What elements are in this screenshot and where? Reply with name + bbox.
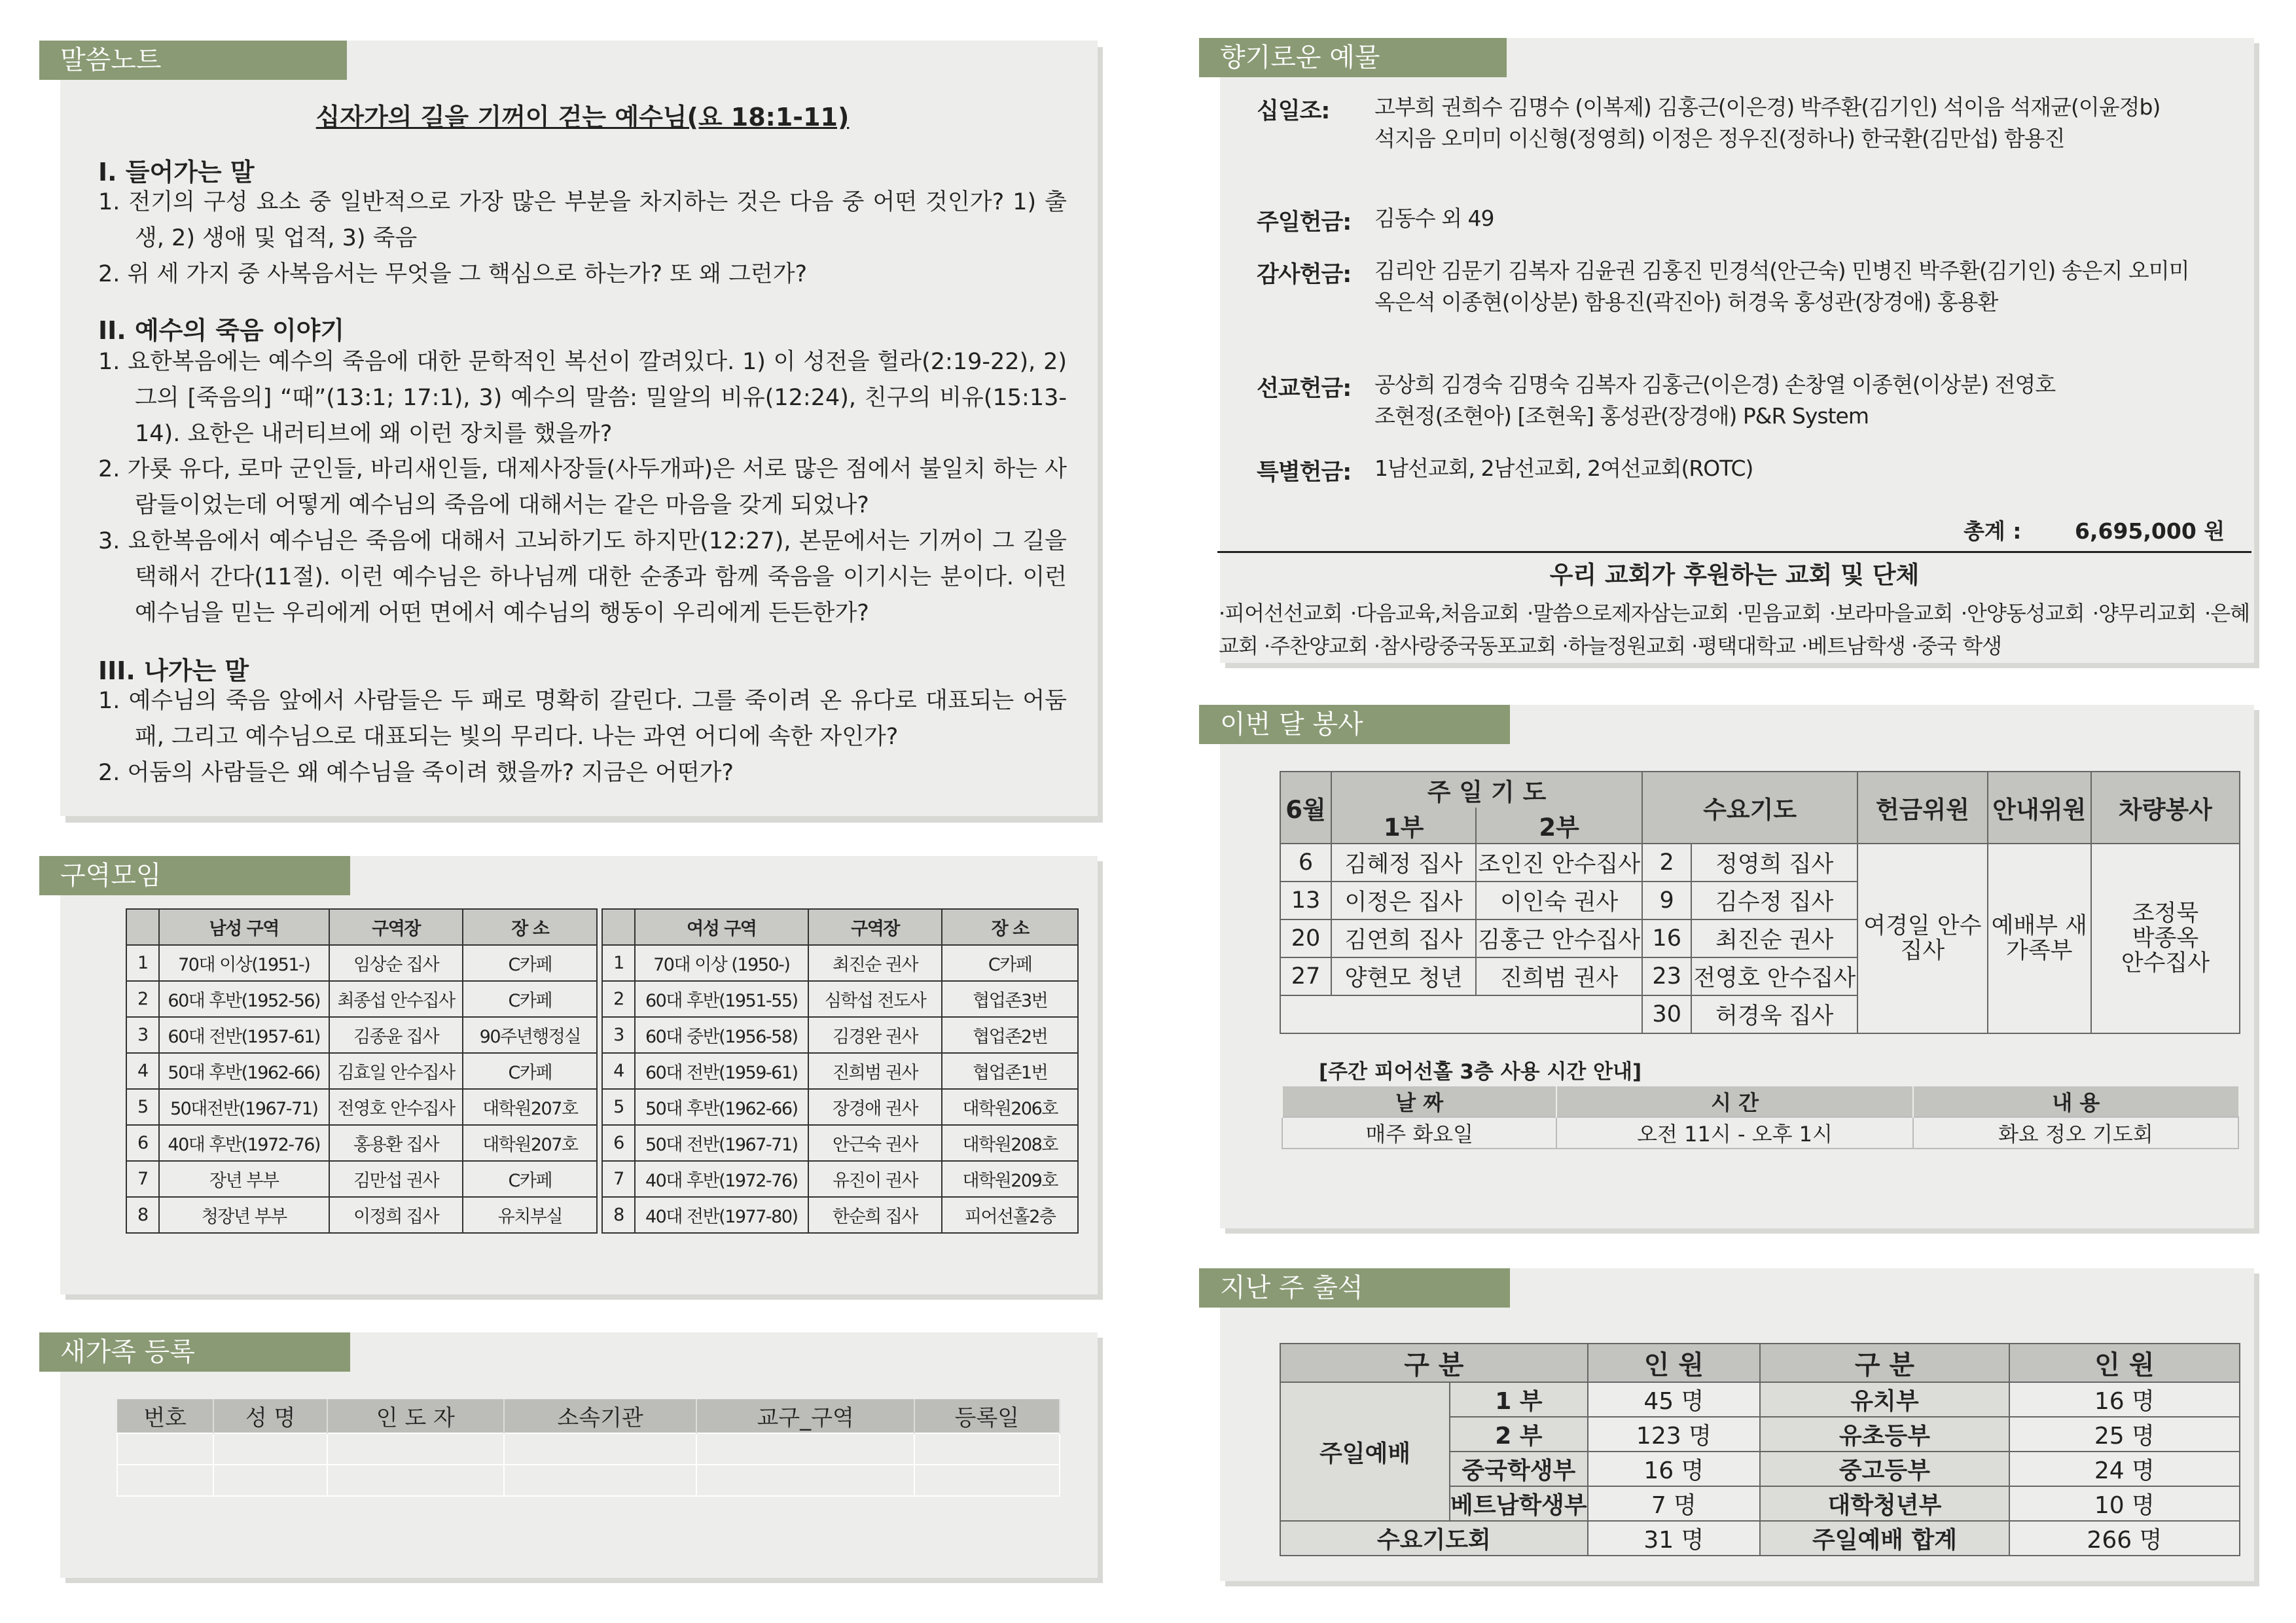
attendance-group: 유초등부	[1760, 1417, 2009, 1452]
district-cell: 2	[126, 981, 159, 1017]
special-label: 특별헌금:	[1257, 459, 1352, 486]
mission-names: 공상희 김경숙 김명숙 김복자 김홍근(이은경) 손창열 이종현(이상분) 전영호	[1374, 372, 2056, 397]
district-cell: 피어선홀2층	[942, 1197, 1078, 1233]
district-row	[126, 1125, 1078, 1161]
attendance-count: 123 명	[1588, 1417, 1760, 1452]
service-part1-name: 김연희 집사	[1331, 919, 1476, 957]
district-cell: 7	[602, 1161, 635, 1197]
district-cell: 60대 전반(1957-61)	[159, 1017, 329, 1053]
sermon-section-tab: 말씀노트	[39, 41, 347, 80]
service-header-row	[1280, 772, 2240, 808]
attendance-count: 7 명	[1588, 1486, 1760, 1521]
district-row	[126, 1197, 1078, 1233]
sermon-question: 2. 가룟 유다, 로마 군인들, 바리새인들, 대제사장들(사두개파)은 서로 많은 점에서 불일치 하는 사람들이었는데 어떻게 예수님의 죽음에 대해서는 같은 마음을 갖게 되었나?	[98, 456, 1067, 518]
district-cell: 5	[126, 1089, 159, 1125]
service-body	[1280, 844, 2240, 1033]
supported-churches-list: ·피어선선교회 ·다음교육,처음교회 ·말씀으로제자삼는교회 ·믿음교회 ·보라마을교회 ·안양동성교회 ·양무리교회 ·은혜교회 ·주찬양교회 ·참사랑중국동포교회 ·하늘정원교회 ·평택대학교 ·베트남학생 ·중국 학생	[1219, 601, 2250, 658]
district-header-row	[126, 909, 1078, 945]
attendance-group: 대학청년부	[1760, 1486, 2009, 1521]
sermon-question: 1. 전기의 구성 요소 중 일반적으로 가장 많은 부분을 차지하는 것은 다음 중 어떤 것인가? 1) 출생, 2) 생애 및 업적, 3) 죽음	[98, 189, 1067, 251]
service-sunday-date: 20	[1280, 919, 1331, 957]
service-wednesday-name: 허경욱 집사	[1691, 995, 1857, 1033]
attendance-count-header: 인 원	[1588, 1344, 1760, 1382]
attendance-count: 16 명	[2009, 1382, 2240, 1417]
registration-header: 등록일	[914, 1399, 1060, 1433]
district-cell: 4	[602, 1053, 635, 1089]
wednesday-prayer-count: 31 명	[1588, 1521, 1760, 1556]
district-cell: 70대 이상 (1950-)	[635, 945, 808, 981]
service-part2-name: 이인숙 권사	[1476, 882, 1642, 919]
district-cell: 이정희 집사	[329, 1197, 463, 1233]
district-cell: 한순희 집사	[808, 1197, 942, 1233]
district-cell: 60대 중반(1956-58)	[635, 1017, 808, 1053]
district-cell: 전영호 안수집사	[329, 1089, 463, 1125]
service-wednesday-name: 정영희 집사	[1691, 844, 1857, 882]
part2-header: 2부	[1476, 808, 1642, 844]
district-cell: 60대 후반(1952-56)	[159, 981, 329, 1017]
attendance-body	[1280, 1382, 2240, 1556]
attendance-count: 25 명	[2009, 1417, 2240, 1452]
district-cell: 60대 전반(1959-61)	[635, 1053, 808, 1089]
total-value: 6,695,000 원	[2075, 518, 2225, 544]
registration-header: 번호	[117, 1399, 213, 1433]
sermon-title: 십자가의 길을 기꺼이 걷는 예수님(요 18:1-11)	[315, 103, 850, 132]
district-row	[126, 1053, 1078, 1089]
district-cell: 협업존1번	[942, 1053, 1078, 1089]
service-part2-name: 조인진 안수집사	[1476, 844, 1642, 882]
district-cell: 최종섭 안수집사	[329, 981, 463, 1017]
service-sunday-date: 27	[1280, 957, 1331, 995]
district-header: 장 소	[942, 909, 1078, 945]
service-month: 6월	[1280, 772, 1331, 844]
district-header: 여성 구역	[635, 909, 808, 945]
district-section-tab: 구역모임	[39, 856, 350, 895]
part1-header: 1부	[1331, 808, 1476, 844]
service-wednesday-date: 9	[1642, 882, 1691, 919]
divider	[1217, 551, 2251, 553]
district-header: 구역장	[808, 909, 942, 945]
attendance-group: 중국학생부	[1450, 1452, 1588, 1486]
district-cell: C카페	[463, 945, 597, 981]
district-cell: 대학원207호	[463, 1125, 597, 1161]
attendance-table	[1280, 1343, 2240, 1556]
district-cell: 3	[602, 1017, 635, 1053]
district-row	[126, 1089, 1078, 1125]
district-cell: 최진순 권사	[808, 945, 942, 981]
service-row	[1280, 844, 2240, 882]
district-cell: C카페	[942, 945, 1078, 981]
district-cell: 협업존3번	[942, 981, 1078, 1017]
sermon-question: 2. 위 세 가지 중 사복음서는 무엇을 그 핵심으로 하는가? 또 왜 그런가?	[98, 261, 808, 287]
hall-content: 화요 정오 기도회	[1913, 1117, 2238, 1149]
district-cell: 8	[126, 1197, 159, 1233]
registration-empty-row	[117, 1465, 1060, 1496]
service-part1-name: 이정은 집사	[1331, 882, 1476, 919]
district-cell: 장경애 권사	[808, 1089, 942, 1125]
sunday-prayer-header: 주 일 기 도	[1331, 772, 1642, 808]
hall-day: 매주 화요일	[1282, 1117, 1556, 1149]
wednesday-prayer-label: 수요기도회	[1280, 1521, 1588, 1556]
tithe-names: 석지음 오미미 이신형(정영희) 이정은 정우진(정하나) 한국환(김만섭) 함용진	[1374, 126, 2065, 151]
district-cell: 2	[602, 981, 635, 1017]
weekly-names: 김동수 외 49	[1374, 205, 1494, 231]
district-cell: 김경완 권사	[808, 1017, 942, 1053]
attendance-count: 16 명	[1588, 1452, 1760, 1486]
district-header: 남성 구역	[159, 909, 329, 945]
registration-table	[117, 1399, 1060, 1497]
district-row	[126, 981, 1078, 1017]
attendance-header-row	[1280, 1344, 2240, 1382]
registration-header: 인 도 자	[327, 1399, 504, 1433]
district-cell: 3	[126, 1017, 159, 1053]
service-wednesday-name: 김수정 집사	[1691, 882, 1857, 919]
parking-names: 조정묵 박종옥 안수집사	[2091, 844, 2240, 1033]
service-wednesday-date: 16	[1642, 919, 1691, 957]
supported-churches-title: 우리 교회가 후원하는 교회 및 단체	[1549, 561, 1920, 589]
district-cell: 심학섭 전도사	[808, 981, 942, 1017]
district-cell: 김종윤 집사	[329, 1017, 463, 1053]
district-cell: 60대 후반(1951-55)	[635, 981, 808, 1017]
sermon-heading-3: III. 나가는 말	[98, 656, 249, 685]
attendance-count: 45 명	[1588, 1382, 1760, 1417]
district-cell: 대학원209호	[942, 1161, 1078, 1197]
district-cell: 임상순 집사	[329, 945, 463, 981]
sermon-question: 1. 예수님의 죽음 앞에서 사람들은 두 패로 명확히 갈린다. 그를 죽이려 온 유다로 대표되는 어둠 패, 그리고 예수님으로 대표되는 빛의 무리다. 나는 과연 어디에 속한 자인가?	[98, 688, 1067, 750]
district-cell: 협업존2번	[942, 1017, 1078, 1053]
service-part1-name: 김혜정 집사	[1331, 844, 1476, 882]
district-row	[126, 1161, 1078, 1197]
attendance-group: 베트남학생부	[1450, 1486, 1588, 1521]
district-cell: 청장년 부부	[159, 1197, 329, 1233]
district-cell: 대학원206호	[942, 1089, 1078, 1125]
sermon-question: 3. 요한복음에서 예수님은 죽음에 대해서 고뇌하기도 하지만(12:27), 본문에서는 기꺼이 그 길을 택해서 간다(11절). 이런 예수님은 하나님께 대한 순종과 함께 죽음을 이기시는 분이다. 이런 예수님을 믿는 우리에게 어떤 면에서 예수님의 행동이 우리에게 든든한가?	[98, 528, 1067, 626]
service-part1-name: 양현모 청년	[1331, 957, 1476, 995]
district-cell: 50대 전반(1967-71)	[635, 1125, 808, 1161]
tithe-label: 십일조:	[1257, 98, 1330, 124]
district-cell: 90주년행정실	[463, 1017, 597, 1053]
hall-header: 날 짜	[1282, 1086, 1556, 1117]
district-cell: 5	[602, 1089, 635, 1125]
district-cell: 대학원207호	[463, 1089, 597, 1125]
service-part2-name: 김홍근 안수집사	[1476, 919, 1642, 957]
offering-committee-names: 여경일 안수집사	[1857, 844, 1988, 1033]
district-cell: 4	[126, 1053, 159, 1089]
district-cell: 8	[602, 1197, 635, 1233]
district-cell: 50대전반(1967-71)	[159, 1089, 329, 1125]
district-cell: 유치부실	[463, 1197, 597, 1233]
sunday-service-label: 주일예배	[1280, 1382, 1450, 1521]
registration-section-tab: 새가족 등록	[39, 1332, 350, 1372]
district-cell: 40대 전반(1977-80)	[635, 1197, 808, 1233]
hall-header-row	[1282, 1086, 2238, 1117]
attendance-group: 중고등부	[1760, 1452, 2009, 1486]
registration-empty-row	[117, 1433, 1060, 1465]
thanks-names: 김리안 김문기 김복자 김윤권 김홍진 민경석(안근숙) 민병진 박주환(김기인) 송은지 오미미	[1374, 258, 2189, 283]
district-table	[126, 908, 1079, 1234]
attendance-count: 24 명	[2009, 1452, 2240, 1486]
service-sunday-date: 13	[1280, 882, 1331, 919]
mission-label: 선교헌금:	[1257, 376, 1352, 402]
registration-header: 소속기관	[504, 1399, 697, 1433]
district-cell: 6	[602, 1125, 635, 1161]
mission-names: 조현정(조현아) [조현욱] 홍성관(장경애) P&R System	[1374, 403, 1869, 429]
registration-header-row	[117, 1399, 1060, 1433]
wednesday-prayer-header: 수요기도	[1642, 772, 1857, 844]
registration-header: 교구_구역	[696, 1399, 914, 1433]
sermon-heading-2: II. 예수의 죽음 이야기	[98, 316, 345, 345]
service-wednesday-date: 30	[1642, 995, 1691, 1033]
attendance-row	[1280, 1382, 2240, 1417]
total-label: 총계 :	[1964, 518, 2022, 544]
service-wednesday-date: 23	[1642, 957, 1691, 995]
sunday-total-label: 주일예배 합계	[1760, 1521, 2009, 1556]
service-wednesday-date: 2	[1642, 844, 1691, 882]
special-names: 1남선교회, 2남선교회, 2여선교회(ROTC)	[1374, 455, 1753, 481]
sermon-heading-1: I. 들어가는 말	[98, 158, 255, 187]
registration-header: 성 명	[213, 1399, 327, 1433]
hall-table	[1282, 1086, 2239, 1149]
district-cell: 대학원208호	[942, 1125, 1078, 1161]
district-row	[126, 945, 1078, 981]
service-table	[1280, 771, 2240, 1034]
district-cell: 김효일 안수집사	[329, 1053, 463, 1089]
district-cell: 40대 후반(1972-76)	[159, 1125, 329, 1161]
thanks-label: 감사헌금:	[1257, 262, 1352, 288]
district-cell: 1	[126, 945, 159, 981]
district-cell: C카페	[463, 1161, 597, 1197]
thanks-names: 옥은석 이종현(이상분) 함용진(곽진아) 허경욱 홍성관(장경애) 홍용환	[1374, 289, 1998, 315]
district-cell: 진희범 권사	[808, 1053, 942, 1089]
tithe-names: 고부희 권희수 김명수 (이복제) 김홍근(이은경) 박주환(김기인) 석이음 석재균(이윤정b)	[1374, 94, 2161, 120]
sermon-question: 2. 어둠의 사람들은 왜 예수님을 죽이려 했을까? 지금은 어떤가?	[98, 760, 734, 786]
hall-header: 내 용	[1913, 1086, 2238, 1117]
attendance-group: 2 부	[1450, 1417, 1588, 1452]
offering-committee-header: 헌금위원	[1857, 772, 1988, 844]
attendance-group: 1 부	[1450, 1382, 1588, 1417]
hall-notice-title: [주간 피어선홀 3층 사용 시간 안내]	[1319, 1060, 1642, 1084]
district-cell: 7	[126, 1161, 159, 1197]
parking-header: 차량봉사	[2091, 772, 2240, 844]
sermon-question: 1. 요한복음에는 예수의 죽음에 대한 문학적인 복선이 깔려있다. 1) 이 성전을 헐라(2:19-22), 2) 그의 [죽음의] “때”(13:1; 17:1), 3) 예수의 말씀: 밀알의 비유(12:24), 친구의 비유(15:13-14). 요한은 내러티브에 왜 이런 장치를 했을까?	[98, 349, 1067, 447]
service-part2-name: 진희범 권사	[1476, 957, 1642, 995]
district-cell: 1	[602, 945, 635, 981]
offerings-section-tab: 향기로운 예물	[1199, 38, 1507, 77]
district-cell: 6	[126, 1125, 159, 1161]
district-cell: 70대 이상(1951-)	[159, 945, 329, 981]
service-wednesday-name: 최진순 권사	[1691, 919, 1857, 957]
attendance-section-tab: 지난 주 출석	[1199, 1268, 1510, 1308]
district-cell: 안근숙 권사	[808, 1125, 942, 1161]
district-body	[126, 945, 1078, 1233]
attendance-count: 10 명	[2009, 1486, 2240, 1521]
district-cell: 40대 후반(1972-76)	[635, 1161, 808, 1197]
hall-time: 오전 11시 - 오후 1시	[1556, 1117, 1912, 1149]
hall-row	[1282, 1117, 2238, 1149]
usher-header: 안내위원	[1988, 772, 2091, 844]
attendance-category-header: 구 분	[1280, 1344, 1588, 1382]
district-cell: C카페	[463, 981, 597, 1017]
sunday-total-count: 266 명	[2009, 1521, 2240, 1556]
hall-header: 시 간	[1556, 1086, 1912, 1117]
service-section-tab: 이번 달 봉사	[1199, 705, 1510, 744]
district-cell: 50대 후반(1962-66)	[635, 1089, 808, 1125]
attendance-group: 유치부	[1760, 1382, 2009, 1417]
district-cell: 50대 후반(1962-66)	[159, 1053, 329, 1089]
district-cell: C카페	[463, 1053, 597, 1089]
service-wednesday-name: 전영호 안수집사	[1691, 957, 1857, 995]
district-cell: 유진이 권사	[808, 1161, 942, 1197]
attendance-count-header: 인 원	[2009, 1344, 2240, 1382]
district-header: 장 소	[463, 909, 597, 945]
district-cell: 김만섭 권사	[329, 1161, 463, 1197]
weekly-label: 주일헌금:	[1257, 209, 1352, 236]
district-header: 구역장	[329, 909, 463, 945]
attendance-summary-row	[1280, 1521, 2240, 1556]
service-sunday-date: 6	[1280, 844, 1331, 882]
district-row	[126, 1017, 1078, 1053]
district-cell: 장년 부부	[159, 1161, 329, 1197]
district-cell: 홍용환 집사	[329, 1125, 463, 1161]
attendance-category-header: 구 분	[1760, 1344, 2009, 1382]
usher-names: 예배부 새가족부	[1988, 844, 2091, 1033]
